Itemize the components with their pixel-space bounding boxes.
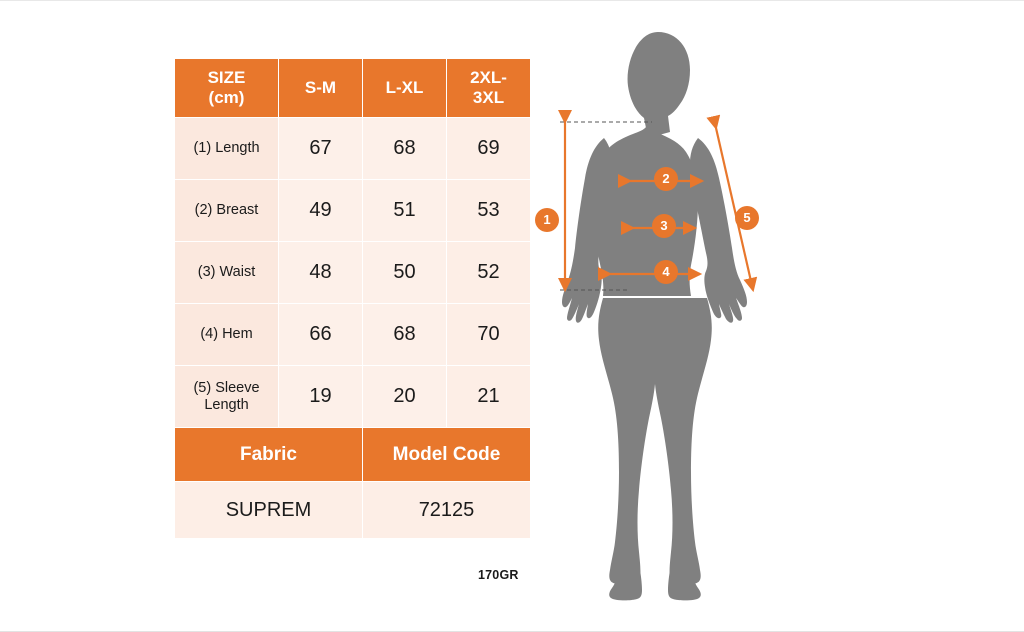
row-label-waist: (3) Waist — [175, 242, 279, 304]
value-model-code: 72125 — [363, 482, 531, 539]
cell-sleeve-lxl: 20 — [363, 366, 447, 428]
header-lxl: L-XL — [363, 59, 447, 118]
table-header-row — [175, 59, 531, 118]
header-2xl-3xl-line1: 2XL- — [470, 68, 507, 88]
cell-hem-2xl3xl: 70 — [447, 304, 531, 366]
marker-badge-waist: 3 — [652, 214, 676, 238]
cell-waist-lxl: 50 — [363, 242, 447, 304]
marker-badge-breast: 2 — [654, 167, 678, 191]
cell-length-lxl: 68 — [363, 118, 447, 180]
cell-length-2xl3xl: 69 — [447, 118, 531, 180]
row-label-hem: (4) Hem — [175, 304, 279, 366]
marker-badge-length: 1 — [535, 208, 559, 232]
cell-length-sm: 67 — [279, 118, 363, 180]
row-label-length: (1) Length — [175, 118, 279, 180]
header-sm: S-M — [279, 59, 363, 118]
header-2xl-3xl — [447, 59, 531, 118]
cell-hem-sm: 66 — [279, 304, 363, 366]
table-footer-header-row — [175, 428, 531, 482]
marker-badge-hem: 4 — [654, 260, 678, 284]
cell-breast-2xl3xl: 53 — [447, 180, 531, 242]
size-table — [174, 58, 531, 539]
row-label-sleeve-length-line1: (5) Sleeve — [193, 379, 260, 396]
table-row — [175, 118, 531, 180]
model-figure — [540, 18, 870, 608]
row-label-sleeve-length — [175, 366, 279, 428]
header-size-line2: (cm) — [208, 88, 245, 107]
table-row — [175, 366, 531, 428]
cell-hem-lxl: 68 — [363, 304, 447, 366]
cell-waist-sm: 48 — [279, 242, 363, 304]
cell-waist-2xl3xl: 52 — [447, 242, 531, 304]
value-fabric: SUPREM — [175, 482, 363, 539]
header-2xl-3xl-line2: 3XL — [472, 88, 505, 107]
cell-breast-lxl: 51 — [363, 180, 447, 242]
table-row — [175, 242, 531, 304]
cell-breast-sm: 49 — [279, 180, 363, 242]
header-size — [175, 59, 279, 118]
cell-sleeve-2xl3xl: 21 — [447, 366, 531, 428]
header-fabric: Fabric — [175, 428, 363, 482]
cell-sleeve-sm: 19 — [279, 366, 363, 428]
top-divider — [0, 0, 1024, 4]
female-silhouette — [562, 32, 747, 600]
table-row — [175, 304, 531, 366]
header-size-line1: SIZE — [207, 68, 246, 88]
row-label-sleeve-length-line2: Length — [204, 396, 249, 413]
header-model-code: Model Code — [363, 428, 531, 482]
gramage-label: 170GR — [478, 568, 519, 582]
table-row — [175, 180, 531, 242]
row-label-breast: (2) Breast — [175, 180, 279, 242]
marker-badge-sleeve-length: 5 — [735, 206, 759, 230]
table-footer-value-row — [175, 482, 531, 539]
figure-illustration — [540, 18, 870, 608]
